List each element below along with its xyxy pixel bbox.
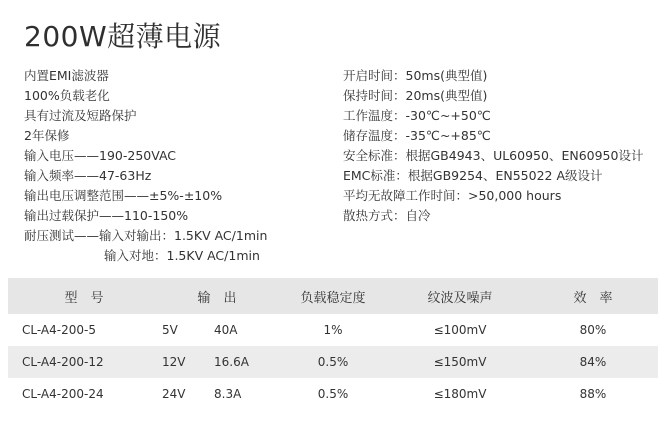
cell-current: 40A bbox=[214, 323, 238, 337]
header-ripple: 纹波及噪声 bbox=[392, 278, 528, 314]
cell-model: CL-A4-200-5 bbox=[22, 323, 96, 337]
spec-operating-temp: 工作温度：-30℃~+50℃ bbox=[343, 108, 491, 123]
cell-ripple: ≤150mV bbox=[392, 346, 528, 378]
spec-input-voltage: 输入电压——190-250VAC bbox=[24, 148, 177, 163]
spec-withstand-io: 耐压测试——输入对输出：1.5KV AC/1min bbox=[24, 228, 268, 243]
cell-efficiency: 84% bbox=[528, 346, 658, 378]
header-model: 型 号 bbox=[8, 278, 160, 314]
cell-current: 16.6A bbox=[214, 346, 274, 378]
cell-current: 8.3A bbox=[214, 387, 242, 401]
cell-voltage: 12V bbox=[160, 346, 214, 378]
table-row bbox=[8, 378, 658, 410]
cell-ripple: ≤180mV bbox=[433, 387, 487, 401]
table-row bbox=[8, 346, 658, 378]
table-header-row bbox=[8, 278, 658, 314]
spec-emi-filter: 内置EMI滤波器 bbox=[24, 68, 109, 83]
spec-emc-standard: EMC标准：根据GB9254、EN55022 A级设计 bbox=[343, 168, 603, 183]
spec-cooling: 散热方式：自冷 bbox=[343, 208, 431, 223]
spec-protection: 具有过流及短路保护 bbox=[24, 108, 137, 123]
spec-voltage-adjust: 输出电压调整范围——±5%-±10% bbox=[24, 188, 223, 203]
spec-input-frequency: 输入频率——47-63Hz bbox=[24, 168, 152, 183]
spec-safety-standard: 安全标准：根据GB4943、UL60950、EN60950设计 bbox=[343, 148, 644, 163]
spec-overload: 输出过载保护——110-150% bbox=[24, 208, 189, 223]
cell-voltage: 24V bbox=[162, 387, 186, 401]
spec-startup-time: 开启时间：50ms(典型值) bbox=[343, 68, 488, 83]
cell-ripple: ≤100mV bbox=[433, 323, 487, 337]
cell-efficiency: 80% bbox=[579, 323, 607, 337]
spec-warranty: 2年保修 bbox=[24, 128, 70, 143]
table-row bbox=[8, 314, 658, 346]
header-efficiency: 效 率 bbox=[528, 278, 658, 314]
page-title: 200W超薄电源 bbox=[24, 20, 222, 53]
right-spec-list bbox=[343, 66, 663, 226]
spec-storage-temp: 储存温度：-35℃~+85℃ bbox=[343, 128, 491, 143]
header-output: 输 出 bbox=[160, 278, 274, 314]
spec-hold-time: 保持时间：20ms(典型值) bbox=[343, 88, 488, 103]
spec-mtbf: 平均无故障工作时间：>50,000 hours bbox=[343, 188, 562, 203]
model-spec-table bbox=[8, 278, 658, 410]
cell-model: CL-A4-200-24 bbox=[22, 387, 104, 401]
cell-regulation: 0.5% bbox=[274, 346, 392, 378]
spec-withstand-ground: 输入对地：1.5KV AC/1min bbox=[104, 248, 260, 263]
cell-regulation: 0.5% bbox=[317, 387, 349, 401]
header-regulation: 负载稳定度 bbox=[274, 278, 392, 314]
spec-burn-in: 100%负载老化 bbox=[24, 88, 110, 103]
cell-efficiency: 88% bbox=[579, 387, 607, 401]
cell-voltage: 5V bbox=[162, 323, 178, 337]
left-spec-list bbox=[24, 66, 344, 266]
cell-regulation: 1% bbox=[323, 323, 343, 337]
cell-model: CL-A4-200-12 bbox=[8, 346, 160, 378]
